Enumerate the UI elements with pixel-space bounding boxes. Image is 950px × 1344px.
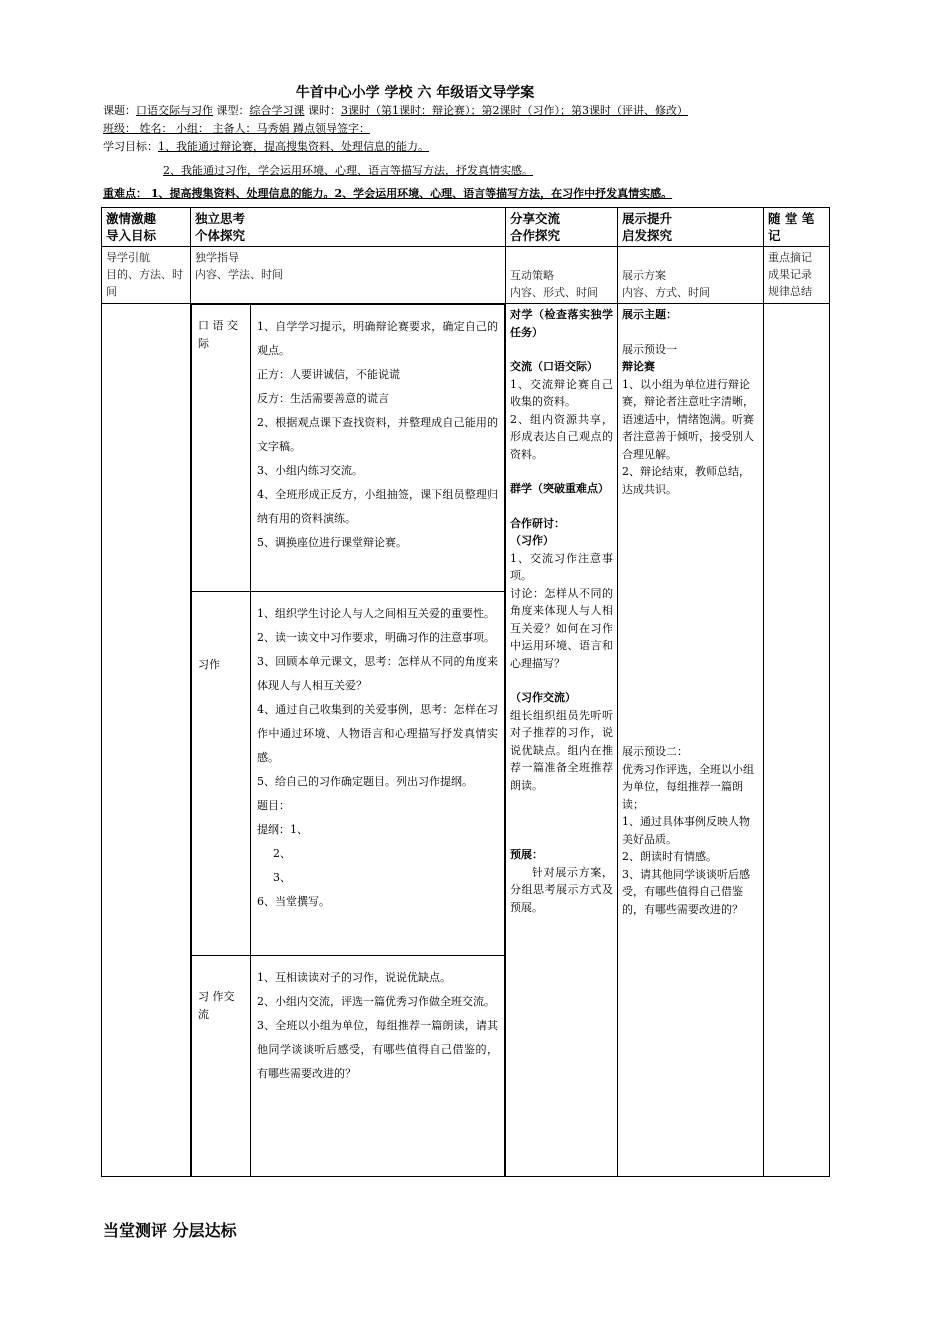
goals-line: 学习目标：1、我能通过辩论赛，提高搜集资料、处理信息的能力。 (103, 140, 429, 153)
header-row (102, 208, 830, 247)
section-heading-assessment: 当堂测评 分层达标 (103, 1221, 237, 1240)
subheader-cell: 展示方案 内容、方式、时间 (618, 247, 764, 304)
header-cell: 随 堂 笔 记 (764, 208, 830, 247)
class-info-line: 班级： 姓名： 小组： 主备人：马秀娟 蹲点领导签字： (103, 122, 370, 135)
subheader-row (102, 247, 830, 304)
study-sections (191, 304, 505, 1176)
guide-cell (102, 304, 191, 1177)
cooperation-cell: 对学（检查落实独学任务） 交流（口语交际） 1、交流辩论赛自己收集的资料。 2、组内资源共享，形成表达自己观点的资料。 群学（突破重难点） 合作研讨： （习作） 1、交流习作注意事项。 讨论：怎样从不同的角度来体现人与人相互关爱？如何在习作中运用环境、语言和心理描写？ （习作交流） 组长组织组员先听听对子推荐的习作，说说优缺点。组内在推荐一篇准备全班推荐朗读。 预展： 针对展示方案，分组思考展示方式及预展。 (506, 304, 618, 1177)
study-plan-table (101, 207, 830, 1177)
header-cell: 独立思考 个体探究 (191, 208, 506, 247)
topic: 口语交际与习作 (136, 104, 213, 117)
notes-cell (764, 304, 830, 1177)
presentation-cell: 展示主题： 展示预设一 辩论赛 1、以小组为单位进行辩论赛，辩论者注意吐字清晰，语速适中，情绪饱满。听赛者注意善于倾听，接受别人合理见解。 2、辩论结束，教师总结，达成共识。 展示预设二： 优秀习作评选，全班以小组为单位，每组推荐一篇朗读； 1、通过具体事例反映人物美好品质。 2、朗读时有情感。 3、请其他同学谈谈听后感受，有哪些值得自己借鉴的，有哪些需要改进的？ (618, 304, 764, 1177)
section-oral: 口 语 交际 1、自学学习提示，明确辩论赛要求，确定自己的观点。 正方：人要讲诚信，不能说谎 反方：生活需要善意的谎言 2、根据观点课下查找资料，并整理成自己能用的文字稿。 3、小组内练习交流。 4、全班形成正反方，小组抽签，课下组员整理归纳有用的资料演练。 5、调换座位进行课堂辩论赛。 (192, 305, 505, 592)
header-cell: 分享交流 合作探究 (506, 208, 618, 247)
section-writing: 习作 1、组织学生讨论人与人之间相互关爱的重要性。 2、读一读文中习作要求，明确习作的注意事项。 3、回顾本单元课文，思考：怎样从不同的角度来体现人与人相互关爱？ 4、通过自己收集到的关爱事例，思考：怎样在习作中通过环境、人物语言和心理描写抒发真情实感。 5、给自己的习作确定题目。列出习作提纲。 题目： 提纲：1、 2、 3、 6、当堂撰写。 (192, 592, 505, 956)
subheader-cell: 互动策略 内容、形式、时间 (506, 247, 618, 304)
header-cell: 展示提升 启发探究 (618, 208, 764, 247)
subheader-cell: 独学指导 内容、学法、时间 (191, 247, 506, 304)
header-cell: 激情激趣 导入目标 (102, 208, 191, 247)
individual-study-cell (191, 304, 506, 1177)
content-row (102, 304, 830, 1177)
page-title: 牛首中心小学 学校 六 年级语文导学案 (295, 85, 535, 101)
subheader-cell: 重点摘记 成果记录 规律总结 (764, 247, 830, 304)
lesson-info-line: 课题：口语交际与习作 课型：综合学习课 课时：3课时（第1课时：辩论赛）；第2课时（习作）；第3课时（评讲、修改） (103, 104, 688, 117)
lesson-hours: 3课时（第1课时：辩论赛）；第2课时（习作）；第3课时（评讲、修改） (341, 104, 688, 117)
key-points: 重难点： 1、提高搜集资料、处理信息的能力。2、学会运用环境、心理、语言等描写方法，在习作中抒发真情实感。 (103, 187, 673, 200)
subheader-cell: 导学引航 目的、方法、时间 (102, 247, 191, 304)
goal-2: 2、我能通过习作，学会运用环境、心理、语言等描写方法，抒发真情实感。 (163, 164, 533, 177)
lesson-type: 综合学习课 (249, 104, 305, 117)
section-writing-exchange: 习 作交流 1、互相读读对子的习作，说说优缺点。 2、小组内交流，评选一篇优秀习作做全班交流。 3、全班以小组为单位，每组推荐一篇朗读，请其他同学谈谈听后感受，有哪些值得自己借鉴的，有哪些需要改进的？ (192, 956, 505, 1176)
